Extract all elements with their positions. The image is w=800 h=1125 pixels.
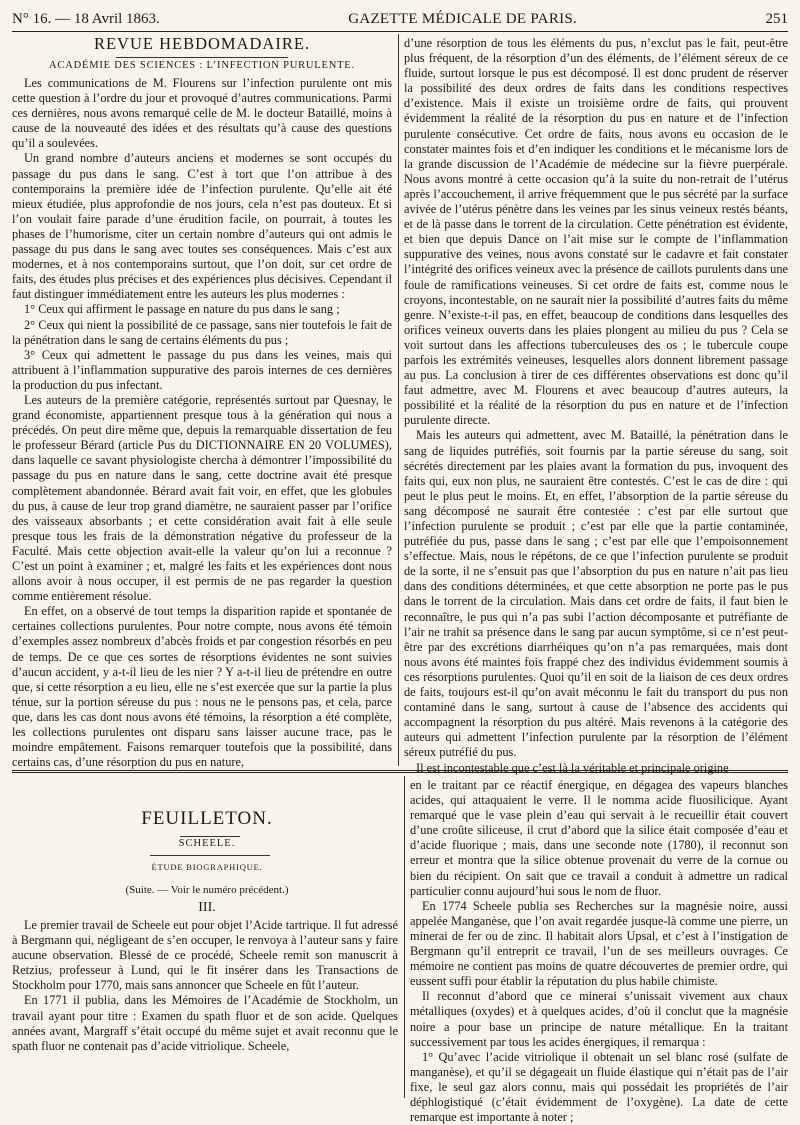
issue-date: N° 16. — 18 Avril 1863. [12,11,160,27]
subject-rule [150,855,270,856]
column-divider-top [398,34,399,766]
list-item: 2° Ceux qui nient la possibilité de ce passage, sans nier toutefois le fait de la pénétration dans le sang de certains éléments du pus ; [12,317,392,347]
feuilleton-column-left [12,918,398,1098]
paragraph: en le traitant par ce réactif énergique, en dégagea des vapeurs blanches acides, qui attaquaient le verre. Il le nomma acide fluosilicique. Ayant remarqué que le vase plein d’eau qui servait à le recueillir était couvert d’une croûte siliceuse, il crut d’abord que la silice était composée d’eau et d’acide fluorique ; mais, dans une seconde note (1780), il reconnut son erreur et montra que la silice obtenue provenait du verre de la cornue ou bien du récipient. On sait que ce travail a conduit à admettre un radical particulier connu aujourd’hui sous le nom de fluor. [410,778,788,898]
feuilleton-separator [12,770,788,773]
paragraph: En effet, on a observé de tout temps la disparition rapide et spontanée de certaines collections purulentes. Pour notre compte, nous avons été témoin d’exemples assez nombreux d’abcès froids et par congestion résorbés en peu de temps. De ce que ces sortes de résorptions évidentes ne sont suivies d’aucun accident, y a-t-il lieu de les nier ? Y a-t-il lieu de prétendre en outre que, si cette résorption a eu lieu, elle ne s’est exercée que sur la partie la plus ténue, sur la portion séreuse du pus : nous ne le pensons pas, et cela, parce que, dans les cas dont nous avons été témoins, la résorption a été complète, les collections purulentes ont disparu sans laisser aucune trace, pas le moindre empâtement. Faisons remarquer toutefois que la possibilité, dans certains cas, d’une résorption du pus en nature, [12,604,392,770]
paragraph: d’une résorption de tous les éléments du pus, n’exclut pas le fait, peut-être plus fréquent, de la résorption d’un des éléments, de l’élément séreux de ce fluide, surtout lorsque le pus est décomposé. Il est donc prudent de réserver la possibilité des deux ordres de faits dans les conditions respectives d’existence. Mais il existe un troisième ordre de faits, qui prouvent évidemment la réalité de la résorption du pus en nature et de l’infection purulente consécutive. Cet ordre de faits, nous avons eu occasion de le constater maintes fois et d’en indiquer les conditions et le mécanisme lors de la grande discussion de l’Académie de médecine sur la fièvre puerpérale. Nous avons montré à cette occasion qu’à la suite du non-retrait de l’utérus après l’accouchement, il arrive fréquemment que le pus sécrété par la surface avivée de l’utérus pénètre dans les veines par les sinus veineux restés béants, et de là passe dans le torrent de la circulation. Cette pénétration est évidente, et bien que depuis Dance on l’ait mise sur le compte de l’inflammation suppurative des veines, nous avons constaté sur le cadavre et fait constater l’intégrité des orifices veineux avec la présence de caillots purulents dans une foule de ramifications veineuses. Si cet ordre de faits est, comme nous le croyons, incontestable, on ne saurait nier la possibilité d’autres faits du même genre. N’existe-t-il pas, en effet, beaucoup de conditions dans lesquelles des orifices veineux ouverts dans les plaies plongent au milieu du pus ? Cela se voit surtout dans les affections tuberculeuses des os ; le tubercule coupe parfois les extrémités veineuses, lesquelles alors donnent librement passage au pus. La conclusion à tirer de ces différentes observations est donc qu’il faut admettre, avec M. Flourens et avec beaucoup d’autres auteurs, la possibilité et la réalité de la résorption du pus en nature et de l’infection purulente directe. [404,36,788,428]
page-header [12,6,788,28]
revue-underline [116,57,288,58]
paragraph: Les auteurs de la première catégorie, représentés surtout par Quesnay, le grand économiste, appartiennent presque tous à la génération qui nous a précédés. On peut dire même que, depuis la remarquable dissertation de feu le professeur Bérard (article Pus du DICTIONNAIRE EN 20 VOLUMES), dans laquelle ce savant physiologiste chercha à démontrer l’impossibilité du passage du pus en nature dans le sang, cette doctrine avait été presque complètement abandonnée. Bérard avait fait voir, en effet, que les globules du pus, à cause de leur trop grand diamètre, ne sauraient passer par l’orifice des vaisseaux absorbants ; et cette considération avait fait à elle seule presque tous les frais de la démonstration négative du professeur de la Faculté. Mais cette objection avait-elle la valeur qu’on lui a reconnue ? C’est un point à examiner ; et, malgré les faits et les expériences dont nous allons avoir à nous occuper, il est permis de ne pas regarder la question comme entièrement résolue. [12,392,392,604]
paragraph: En 1771 il publia, dans les Mémoires de l’Académie de Stockholm, un travail ayant pour titre : Examen du spath fluor et de son acide. Quelques années avant, Margraff s’était occupé du même sujet et avait reconnu que le spath fluor ne contenait pas d’acide vitriolique. Scheele, [12,993,398,1053]
paragraph: En 1774 Scheele publia ses Recherches sur la magnésie noire, aussi appelée Manganèse, que l’on avait regardée jusque-là comme une pierre, un minerai de fer ou de zinc. Il habitait alors Upsal, et c’est à l’instigation de Bergmann qu’il entreprit ce travail, l’un de ses meilleurs ouvrages. Ce mémoire ne contient pas moins de quatre découvertes de premier ordre, qui eussent suffi pour établir la réputation du plus habile chimiste. [410,898,788,989]
page-number: 251 [765,11,788,27]
list-item: 3° Ceux qui admettent le passage du pus dans les veines, mais qui attribuent à l’inflammation suppurative des parois internes de ces dernières la production du pus infectant. [12,347,392,392]
feuilleton-column-right [410,778,788,1125]
paragraph: Les communications de M. Flourens sur l’infection purulente ont mis cette question à l’ordre du jour et provoqué d’autres communications. Parmi ces dernières, nous avons remarqué celle de M. le docteur Bataillé, moins à cause de la nouveauté des idées et des résultats qu’à cause des questions qu’il a soulevées. [12,76,392,151]
feuilleton-part: III. [198,900,216,915]
paragraph: Il reconnut d’abord que ce minerai s’unissait vivement aux chaux métalliques (oxydes) et à quelques acides, d’où il conclut que la magnésie noire a pour base un principe de nature métallique. En la traitant successivement par tous les acides énergiques, il remarqua : [410,989,788,1049]
column-divider-bottom [404,776,405,1098]
title-rule [180,836,240,837]
feuilleton-subject: SCHEELE. [178,838,236,849]
header-rule [12,31,788,32]
revue-column-left [12,76,392,770]
revue-subtitle: ACADÉMIE DES SCIENCES : L’INFECTION PURULENTE. [49,60,355,71]
paragraph: Mais les auteurs qui admettent, avec M. Bataillé, la pénétration dans le sang de liquides putréfiés, soit fournis par la partie séreuse du sang, soit sécrétés directement par les plaies avant la formation du pus, invoquent des faits qui, eux non plus, ne sauraient être contestés. C’est le cas de dire : qui peut le plus peut le moins. Et, en effet, l’absorption de la partie séreuse du sang décomposé ne saurait être contestée : c’est par elle surtout que l’infection purulente se produit ; c’est par elle que la partie contaminée, putréfiée du pus, passe dans le sang ; c’est par elle que l’empoisonnement s’effectue. Mais, nous le répétons, de ce que l’infection purulente se produit de la sorte, il ne s’ensuit pas que l’absorption du pus en nature n’ait pas lieu dans des conditions déterminées, et que cette absorption ne porte pas le pus dans le torrent de la circulation. Mais dans cet ordre de faits, il faut bien le reconnaître, le pus qui n’a pas subi l’action décomposante et putréfiante de l’air ne trahit sa présence dans le sang par aucun symptôme, si ce n’est peut-être par des excrétions diarrhéiques qu’on n’a pas remarquées, mais dont nous avons été maintes fois frappé chez des individus évidemment soumis à ces résorptions purulentes. Quoi qu’il en soit de la liaison de ces deux ordres de faits, toujours est-il qu’on avait méconnu le fait du transport du pus non contaminé dans le sang, surtout à cause de l’absence des accidents qui accompagnent la résorption du pus altéré. Mais revenons à la catégorie des auteurs qui admettent l’infection purulente par la résorption de l’élément séreux putréfié du pus. [404,428,788,760]
paragraph: Il est incontestable que c’est là la véritable et principale origine [416,760,729,775]
list-item: 1° Qu’avec l’acide vitriolique il obtenait un sel blanc rosé (sulfate de manganèse), et qu’il se dégageait un fluide élastique qui n’était pas de l’air fixe, le seul gaz alors connu, mais qui possédait les propriétés de l’air déphlogistiqué (c’était évidemment de l’oxygène). La date de cette remarque est importante à noter ; [410,1049,788,1125]
revue-title: REVUE HEBDOMADAIRE. [93,34,311,53]
revue-column-right [404,36,788,775]
list-item: 1° Ceux qui affirment le passage en nature du pus dans le sang ; [24,302,340,317]
journal-title: GAZETTE MÉDICALE DE PARIS. [348,11,578,27]
feuilleton-suite: (Suite. — Voir le numéro précédent.) [125,884,289,896]
paragraph: Un grand nombre d’auteurs anciens et modernes se sont occupés du passage du pus dans le sang. C’est à tort que l’on attribue à des contemporains la première idée de l’infection purulente. Qu’elle ait été mieux étudiée, plus approfondie de nos jours, cela n’est pas douteux. Et si l’on voulait faire parade d’une érudition facile, on pourrait, à toutes les phases de l’humorisme, citer un certain nombre d’auteurs qui ont admis le passage du pus dans le sang avec toutes ses conséquences. Mais c’est aux modernes, et à nos contemporains surtout, que l’on doit, sur cet ordre de faits, des études plus précises et des expériences plus décisives. Cependant il faut distinguer immédiatement entre les auteurs les plus modernes : [12,151,392,302]
feuilleton-kind: ÉTUDE BIOGRAPHIQUE. [151,862,263,872]
feuilleton-title: FEUILLETON. [141,808,273,829]
paragraph: Le premier travail de Scheele eut pour objet l’Acide tartrique. Il fut adressé à Bergmann qui, négligeant de s’en occuper, le renvoya à l’auteur sans y faire aucune observation. Blessé de ce procédé, Scheele remit son manuscrit à Retzius, professeur à Lund, qui le fit insérer dans les Transactions de Stockholm pour 1770, mais sans annoncer que Scheele en fût l’auteur. [12,918,398,993]
